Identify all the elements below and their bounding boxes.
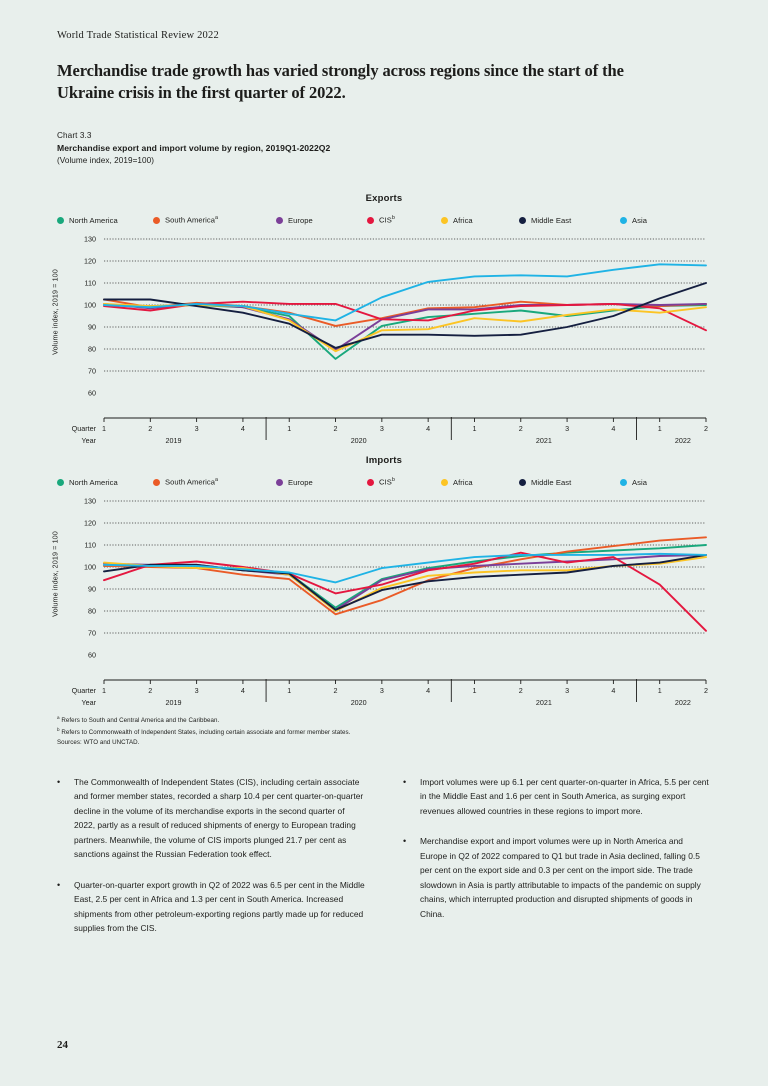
quarter-tick-label: 1: [472, 424, 477, 433]
imports-y-tick-label: 120: [84, 518, 96, 528]
quarter-tick-label: 3: [379, 424, 384, 433]
imports-series-south-america: [104, 537, 706, 614]
imports-y-tick-label: 80: [88, 606, 96, 616]
quarter-tick-label: 4: [611, 424, 616, 433]
imports-legend-item-cis[interactable]: [367, 477, 395, 487]
quarter-tick-label: 1: [472, 686, 477, 695]
bullet-marker-icon: •: [403, 777, 407, 787]
imports-axis-rows: [0, 679, 768, 709]
footnote-marker: b: [57, 727, 60, 733]
body-bullet-left-1: [57, 775, 365, 862]
quarter-tick-label: 4: [426, 424, 431, 433]
quarter-tick-label: 1: [287, 686, 292, 695]
bullet-text: Quarter-on-quarter export growth in Q2 of 2022 was 6.5 per cent in the Middle East, 2.5 per cent in Africa and 1.3 per cent in South America. Increased shipments from other petroleum-exporting regions partly made up for reduced supplies from the CIS.: [74, 879, 365, 934]
imports-y-tick-label: 100: [84, 562, 96, 572]
legend-dot-icon: [441, 479, 448, 486]
legend-dot-icon: [153, 217, 160, 224]
legend-dot-icon: [367, 217, 374, 224]
exports-y-tick-label: 130: [84, 234, 96, 244]
quarter-tick-label: 2: [148, 424, 153, 433]
exports-legend-item-asia[interactable]: [620, 216, 647, 225]
exports-y-tick-label: 70: [88, 366, 96, 376]
bullet-marker-icon: •: [57, 879, 61, 890]
legend-label: Middle East: [531, 215, 572, 225]
exports-y-tick-label: 60: [88, 388, 96, 398]
imports-y-tick-label: 130: [84, 496, 96, 506]
year-row-label: Year: [81, 698, 96, 707]
legend-dot-icon: [441, 217, 448, 224]
footnote-text: Refers to Commonwealth of Independent States, including certain associate and former member states.: [61, 729, 351, 737]
year-label: 2019: [165, 698, 182, 707]
bullet-text: The Commonwealth of Independent States (CIS), including certain associate and former member states, recorded a sharp 10.4 per cent quarter-on-quarter decline in the volume of its merchandise exports in the second quarter of 2022, partly as a result of reduced shipments of energy to European trading partners. Meanwhile, the volume of CIS imports plunged 21.7 per cent as sanctions against the Russian Federation took effect.: [74, 777, 364, 860]
exports-legend: [0, 213, 768, 227]
legend-dot-icon: [153, 479, 160, 486]
imports-legend-item-asia[interactable]: [620, 478, 647, 487]
imports-legend-item-middle-east[interactable]: [519, 478, 571, 487]
footnote-text: Refers to South and Central America and the Caribbean.: [61, 717, 220, 725]
quarter-tick-label: 2: [518, 424, 523, 433]
imports-panel-title: Imports: [365, 455, 403, 466]
quarter-tick-label: 4: [426, 686, 431, 695]
legend-label: North America: [69, 215, 118, 225]
legend-dot-icon: [57, 217, 64, 224]
quarter-tick-label: 3: [379, 686, 384, 695]
exports-legend-item-middle-east[interactable]: [519, 216, 571, 225]
legend-label: Asia: [632, 477, 647, 487]
quarter-tick-label: 3: [565, 686, 570, 695]
running-head: World Trade Statistical Review 2022: [57, 30, 219, 41]
quarter-tick-label: 2: [518, 686, 523, 695]
year-label: 2020: [350, 698, 367, 707]
exports-panel-title: Exports: [365, 193, 403, 204]
imports-legend-item-europe[interactable]: [276, 478, 313, 487]
body-bullet-left-2: [57, 878, 365, 936]
quarter-tick-label: 1: [287, 424, 292, 433]
exports-y-tick-label: 80: [88, 344, 96, 354]
quarter-tick-label: 2: [333, 424, 338, 433]
imports-legend-item-north-america[interactable]: [57, 478, 118, 487]
quarter-tick-label: 4: [240, 424, 245, 433]
legend-dot-icon: [367, 479, 374, 486]
exports-series-asia: [104, 264, 706, 320]
quarter-tick-label: 3: [194, 424, 199, 433]
legend-label: Asia: [632, 215, 647, 225]
legend-dot-icon: [276, 479, 283, 486]
quarter-tick-label: 4: [611, 686, 616, 695]
exports-axis-rows: [0, 417, 768, 447]
quarter-row-label: Quarter: [71, 686, 96, 695]
body-bullet-right-2: [403, 834, 711, 921]
year-label: 2022: [674, 698, 691, 707]
imports-legend-item-africa[interactable]: [441, 478, 473, 487]
quarter-tick-label: 2: [333, 686, 338, 695]
quarter-tick-label: 2: [148, 686, 153, 695]
imports-y-axis-label: Volume index, 2019 = 100: [50, 531, 60, 617]
legend-label: Europe: [288, 477, 313, 487]
legend-dot-icon: [276, 217, 283, 224]
imports-plot: [0, 489, 768, 709]
legend-dot-icon: [620, 479, 627, 486]
footnotes: [57, 714, 617, 748]
year-label: 2022: [674, 436, 691, 445]
year-label: 2020: [350, 436, 367, 445]
exports-legend-item-south-america[interactable]: [153, 215, 218, 225]
legend-label: CIS$^b$: [379, 477, 395, 487]
legend-footnote-marker: b: [391, 215, 395, 222]
legend-label: Africa: [453, 215, 473, 225]
exports-legend-item-north-america[interactable]: [57, 216, 118, 225]
exports-panel: [0, 193, 768, 447]
chart-caption-block: [57, 131, 577, 165]
legend-label: CIS$^b$: [379, 215, 395, 225]
footnote-marker: a: [57, 715, 60, 720]
exports-axis-svg: [0, 417, 768, 447]
quarter-tick-label: 3: [565, 424, 570, 433]
exports-plot: [0, 227, 768, 447]
imports-y-tick-label: 90: [88, 584, 96, 594]
chart-number: Chart 3.3: [57, 131, 92, 140]
legend-label: South America$^a$: [165, 215, 219, 225]
legend-label: South America$^a$: [165, 477, 219, 487]
quarter-tick-label: 2: [704, 686, 708, 695]
quarter-tick-label: 4: [240, 686, 245, 695]
legend-label: North America: [69, 477, 118, 487]
imports-panel: [0, 455, 768, 709]
body-columns: [57, 775, 712, 952]
exports-legend-item-africa[interactable]: [441, 216, 473, 225]
body-bullet-right-1: [403, 775, 711, 818]
exports-y-tick-label: 110: [84, 278, 96, 288]
page-number: 24: [57, 1039, 68, 1051]
legend-label: Middle East: [531, 477, 572, 487]
quarter-tick-label: 1: [657, 424, 662, 433]
imports-legend-item-south-america[interactable]: [153, 477, 218, 487]
bullet-text: Merchandise export and import volumes were up in North America and Europe in Q2 of 2022 compared to Q1 but trade in Asia declined, falling 0.5 per cent on the export side and 0.3 per cent on the import side. The trade slowdown in Asia is partly attributable to impacts of the pandemic on supply chains, which interrupted production and disrupted shipments of goods in China.: [420, 836, 701, 919]
bullet-marker-icon: •: [403, 836, 407, 847]
body-column-left: [57, 775, 365, 952]
page-headline: Merchandise trade growth has varied strongly across regions since the start of the Ukraine crisis in the first quarter of 2022.: [57, 61, 624, 102]
imports-axis-svg: [0, 679, 768, 709]
legend-label: Africa: [453, 477, 473, 487]
imports-y-tick-label: 60: [88, 650, 96, 660]
bullet-text: Import volumes were up 6.1 per cent quarter-on-quarter in Africa, 5.5 per cent in the Middle East and 1.6 per cent in South America, as surging export revenues allowed countries in these regions to import more.: [420, 777, 709, 816]
exports-legend-item-cis[interactable]: [367, 215, 395, 225]
quarter-tick-label: 3: [194, 686, 199, 695]
quarter-tick-label: 1: [102, 424, 106, 433]
exports-legend-item-europe[interactable]: [276, 216, 313, 225]
legend-dot-icon: [57, 479, 64, 486]
exports-y-tick-label: 120: [84, 256, 96, 266]
footnote-text: Sources: WTO and UNCTAD.: [57, 739, 140, 747]
exports-y-tick-label: 90: [88, 322, 96, 332]
legend-dot-icon: [620, 217, 627, 224]
year-row-label: Year: [81, 436, 96, 445]
year-label: 2019: [165, 436, 182, 445]
footnote-line: [57, 726, 617, 738]
chart-subtitle: (Volume index, 2019=100): [57, 156, 155, 165]
footnote-line: [57, 714, 617, 726]
quarter-tick-label: 2: [704, 424, 708, 433]
year-label: 2021: [535, 436, 552, 445]
imports-chart-svg: [0, 489, 768, 679]
bullet-marker-icon: •: [57, 777, 61, 787]
quarter-tick-label: 1: [102, 686, 106, 695]
exports-y-tick-label: 100: [84, 300, 96, 310]
footnote-line: [57, 738, 617, 748]
legend-footnote-marker: b: [391, 477, 395, 484]
body-column-right: [403, 775, 711, 952]
chart-title: Merchandise export and import volume by region, 2019Q1-2022Q2: [57, 143, 331, 153]
legend-footnote-marker: a: [215, 215, 219, 222]
quarter-row-label: Quarter: [71, 424, 96, 433]
legend-footnote-marker: a: [215, 477, 219, 484]
quarter-tick-label: 1: [657, 686, 662, 695]
imports-legend: [0, 475, 768, 489]
year-label: 2021: [535, 698, 552, 707]
exports-y-axis-label: Volume index, 2019 = 100: [50, 269, 60, 355]
legend-dot-icon: [519, 479, 526, 486]
legend-label: Europe: [288, 215, 313, 225]
legend-dot-icon: [519, 217, 526, 224]
exports-chart-svg: [0, 227, 768, 417]
exports-series-middle-east: [104, 283, 706, 348]
imports-y-tick-label: 110: [84, 540, 96, 550]
imports-y-tick-label: 70: [88, 628, 96, 638]
